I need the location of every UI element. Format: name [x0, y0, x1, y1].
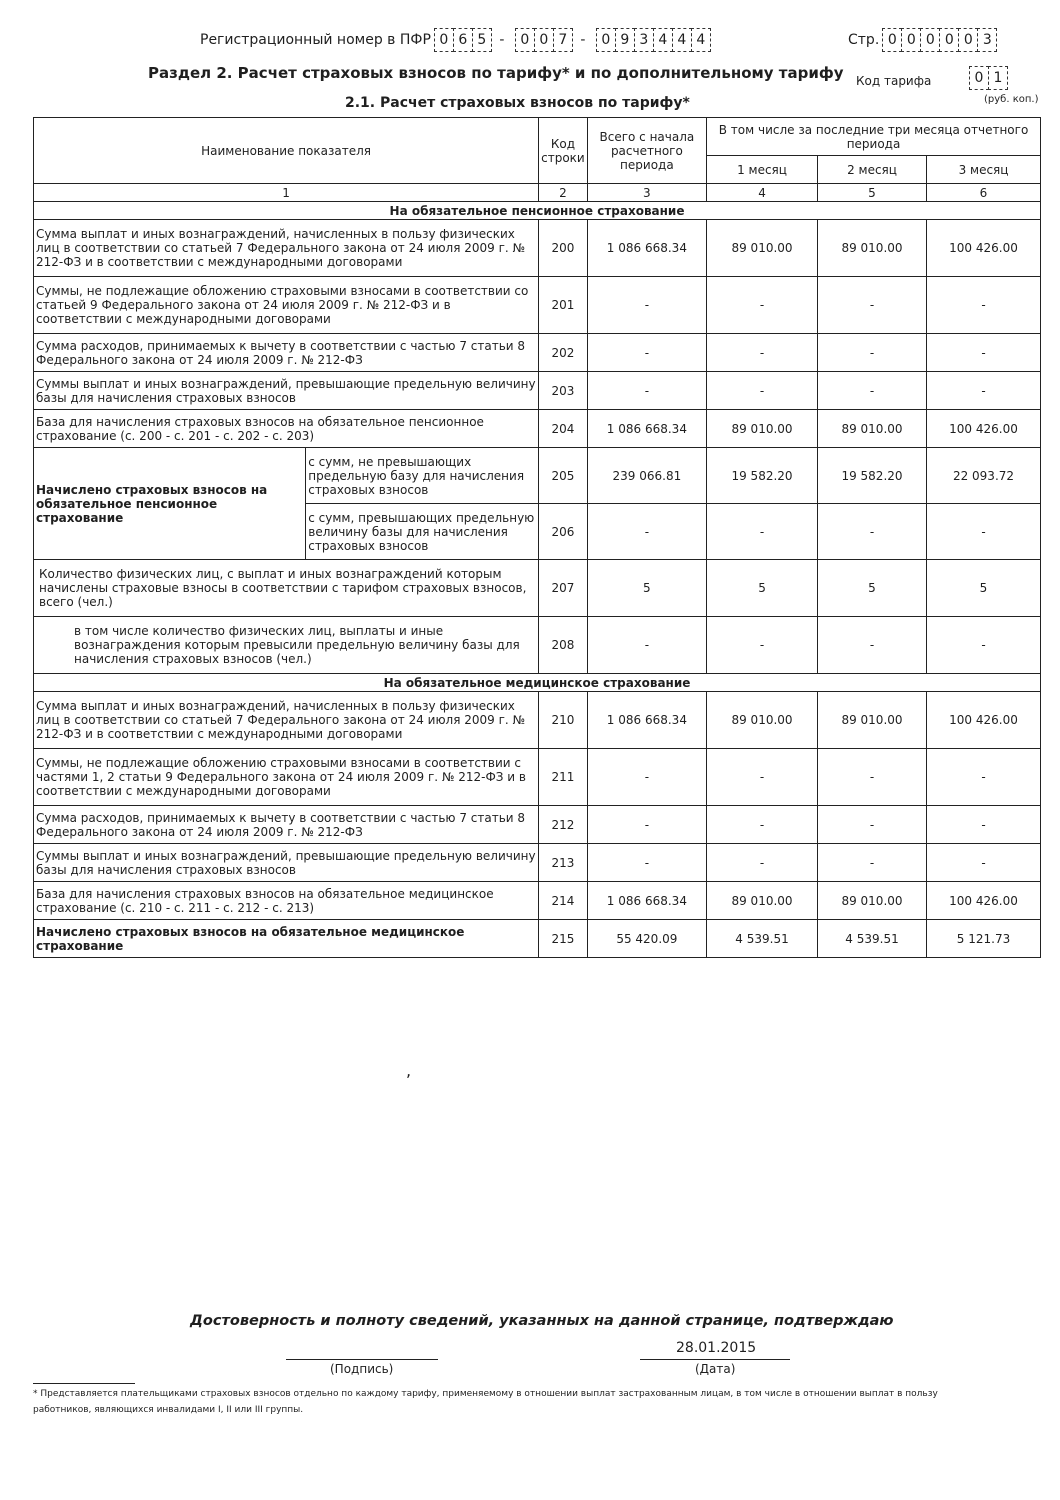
subsection-title: 2.1. Расчет страховых взносов по тарифу* [345, 95, 690, 111]
row-code: 204 [539, 410, 588, 448]
col-number: 4 [707, 184, 818, 202]
reg-digit: 0 [515, 28, 535, 52]
reg-digit: 3 [634, 28, 654, 52]
row-month-2: - [818, 749, 927, 806]
reg-digit: 4 [691, 28, 711, 52]
confirmation-statement: Достоверность и полноту сведений, указанных на данной странице, подтверждаю [190, 1313, 894, 1329]
row-total: - [587, 749, 706, 806]
row-total: 239 066.81 [587, 448, 706, 504]
row-name: База для начисления страховых взносов на обязательное медицинское страхование (с. 210 - с. 211 - с. 212 - с. 213) [34, 882, 539, 920]
row-month-3: 100 426.00 [927, 410, 1041, 448]
row-total: - [587, 806, 706, 844]
row-code: 200 [539, 220, 588, 277]
row-month-2: - [818, 504, 927, 560]
reg-digit: 7 [553, 28, 573, 52]
reg-digit: 5 [472, 28, 492, 52]
table-row [34, 560, 1041, 617]
row-month-2: 89 010.00 [818, 220, 927, 277]
col-m1-header: 1 месяц [707, 156, 818, 184]
row-name: Суммы, не подлежащие обложению страховыми взносами в соответствии со статьей 9 Федерального закона от 24 июля 2009 г. № 212-ФЗ и в соответствии с международными договорами [34, 277, 539, 334]
row-month-1: - [707, 844, 818, 882]
registration-label: Регистрационный номер в ПФР [200, 32, 431, 48]
row-month-2: 19 582.20 [818, 448, 927, 504]
row-name: Сумма расходов, принимаемых к вычету в соответствии с частью 7 статьи 8 Федерального закона от 24 июля 2009 г. № 212-ФЗ [34, 334, 539, 372]
tariff-label: Код тарифа [856, 74, 932, 88]
row-month-3: - [927, 617, 1041, 674]
section-heading: На обязательное медицинское страхование [34, 674, 1041, 692]
row-name: Суммы выплат и иных вознаграждений, превышающие предельную величину базы для начисления страховых взносов [34, 372, 539, 410]
row-name: с сумм, не превышающих предельную базу для начисления страховых взносов [306, 448, 539, 504]
column-numbers-row [34, 184, 1041, 202]
row-total: 1 086 668.34 [587, 692, 706, 749]
reg-digit: 0 [596, 28, 616, 52]
table-row [34, 334, 1041, 372]
row-name: Количество физических лиц, с выплат и иных вознаграждений которым начислены страховые взносы в соответствии с тарифом страховых взносов, всего (чел.) [34, 560, 539, 617]
col-total-header: Всего с начала расчетного периода [587, 118, 706, 184]
row-code: 212 [539, 806, 588, 844]
row-month-2: - [818, 617, 927, 674]
reg-digit: 6 [453, 28, 473, 52]
table-row [34, 410, 1041, 448]
section-row-pension [34, 202, 1041, 220]
row-total: - [587, 844, 706, 882]
footnote: * Представляется плательщиками страховых взносов отдельно по каждому тарифу, применяемому в отношении выплат застрахованным лицам, в том числе в отношении выплат в пользу работников, являющихся инвалидами I, II или III группы. [33, 1389, 938, 1415]
col-m3-header: 3 месяц [927, 156, 1041, 184]
col-number: 3 [587, 184, 706, 202]
table-row [34, 806, 1041, 844]
col-group-header: В том числе за последние три месяца отчетного периода [707, 118, 1041, 156]
col-m2-header: 2 месяц [818, 156, 927, 184]
row-total: - [587, 334, 706, 372]
reg-group-2 [516, 28, 573, 52]
row-code: 208 [539, 617, 588, 674]
page-label: Стр. [848, 32, 880, 48]
date-line [640, 1359, 790, 1360]
reg-digit: 9 [615, 28, 635, 52]
row-name: Суммы, не подлежащие обложению страховыми взносами в соответствии с частями 1, 2 статьи 9 Федерального закона от 24 июля 2009 г. № 212-ФЗ и в соответствии с международными договорами [34, 749, 539, 806]
currency-unit: (руб. коп.) [984, 94, 1039, 105]
table-row [34, 617, 1041, 674]
row-name: Сумма выплат и иных вознаграждений, начисленных в пользу физических лиц в соответствии со статьей 7 Федерального закона от 24 июля 2009 г. № 212-ФЗ и в соответствии с международными договорами [34, 692, 539, 749]
row-code: 214 [539, 882, 588, 920]
date-value: 28.01.2015 [676, 1340, 757, 1356]
row-month-3: 22 093.72 [927, 448, 1041, 504]
tariff-digit: 1 [988, 66, 1008, 90]
footnote-divider [33, 1383, 135, 1384]
row-month-3: - [927, 504, 1041, 560]
signature-line [286, 1359, 438, 1360]
row-code: 213 [539, 844, 588, 882]
table-row [34, 372, 1041, 410]
table-row [34, 882, 1041, 920]
table-row [34, 220, 1041, 277]
row-month-3: - [927, 277, 1041, 334]
row-code: 210 [539, 692, 588, 749]
stray-mark: , [406, 1061, 412, 1080]
row-month-1: - [707, 277, 818, 334]
row-month-3: 5 [927, 560, 1041, 617]
row-month-1: 5 [707, 560, 818, 617]
row-total: - [587, 277, 706, 334]
reg-group-1 [435, 28, 492, 52]
page-digit: 0 [882, 28, 902, 52]
row-month-2: 89 010.00 [818, 882, 927, 920]
row-total: - [587, 617, 706, 674]
row-month-2: - [818, 334, 927, 372]
row-month-1: - [707, 372, 818, 410]
table-row [34, 277, 1041, 334]
row-month-1: 4 539.51 [707, 920, 818, 958]
row-month-2: - [818, 844, 927, 882]
row-month-3: 100 426.00 [927, 220, 1041, 277]
row-month-1: - [707, 617, 818, 674]
row-name: Суммы выплат и иных вознаграждений, превышающие предельную величину базы для начисления страховых взносов [34, 844, 539, 882]
row-month-2: - [818, 372, 927, 410]
row-month-1: 89 010.00 [707, 882, 818, 920]
row-total: - [587, 504, 706, 560]
page-digit: 0 [901, 28, 921, 52]
accrued-pension-label: Начислено страховых взносов на обязательное пенсионное страхование [34, 448, 306, 560]
row-month-1: 89 010.00 [707, 692, 818, 749]
row-total: 1 086 668.34 [587, 882, 706, 920]
row-code: 205 [539, 448, 588, 504]
row-code: 201 [539, 277, 588, 334]
row-month-2: 89 010.00 [818, 692, 927, 749]
row-month-3: 5 121.73 [927, 920, 1041, 958]
row-month-3: - [927, 844, 1041, 882]
row-name: Сумма расходов, принимаемых к вычету в соответствии с частью 7 статьи 8 Федерального закона от 24 июля 2009 г. № 212-ФЗ [34, 806, 539, 844]
reg-digit: 0 [534, 28, 554, 52]
tariff-code [970, 66, 1008, 90]
row-month-2: 89 010.00 [818, 410, 927, 448]
page-digit: 3 [977, 28, 997, 52]
row-name: в том числе количество физических лиц, выплаты и иные вознаграждения которым превысили предельную величину базы для начисления страховых взносов (чел.) [34, 617, 539, 674]
reg-digit: 4 [653, 28, 673, 52]
row-total: 5 [587, 560, 706, 617]
row-month-1: - [707, 806, 818, 844]
row-name: с сумм, превышающих предельную величину базы для начисления страховых взносов [306, 504, 539, 560]
row-code: 207 [539, 560, 588, 617]
row-month-1: 89 010.00 [707, 410, 818, 448]
row-month-1: - [707, 749, 818, 806]
row-code: 203 [539, 372, 588, 410]
row-code: 211 [539, 749, 588, 806]
row-month-1: 19 582.20 [707, 448, 818, 504]
reg-separator: - [580, 32, 586, 48]
signature-label: (Подпись) [330, 1362, 394, 1376]
row-code: 215 [539, 920, 588, 958]
page-digit: 0 [958, 28, 978, 52]
page-number [848, 28, 997, 52]
header-row [34, 118, 1041, 156]
page-digit: 0 [939, 28, 959, 52]
reg-digit: 4 [672, 28, 692, 52]
page-digit: 0 [920, 28, 940, 52]
row-total: 1 086 668.34 [587, 410, 706, 448]
row-code: 202 [539, 334, 588, 372]
row-name: База для начисления страховых взносов на обязательное пенсионное страхование (с. 200 - с. 201 - с. 202 - с. 203) [34, 410, 539, 448]
section-heading: На обязательное пенсионное страхование [34, 202, 1041, 220]
table-row [34, 448, 1041, 504]
tariff-digit: 0 [969, 66, 989, 90]
row-month-3: 100 426.00 [927, 692, 1041, 749]
row-month-2: - [818, 806, 927, 844]
row-month-3: - [927, 372, 1041, 410]
row-month-1: 89 010.00 [707, 220, 818, 277]
contributions-table [33, 117, 1041, 958]
section-row-medical [34, 674, 1041, 692]
reg-digit: 0 [434, 28, 454, 52]
row-code: 206 [539, 504, 588, 560]
row-total: 55 420.09 [587, 920, 706, 958]
row-total: - [587, 372, 706, 410]
table-row [34, 749, 1041, 806]
row-month-1: - [707, 334, 818, 372]
row-month-3: 100 426.00 [927, 882, 1041, 920]
row-month-3: - [927, 749, 1041, 806]
registration-number [200, 28, 711, 52]
row-month-2: - [818, 277, 927, 334]
col-number: 6 [927, 184, 1041, 202]
row-month-2: 5 [818, 560, 927, 617]
reg-separator: - [499, 32, 505, 48]
date-label: (Дата) [695, 1362, 736, 1376]
col-number: 5 [818, 184, 927, 202]
row-month-3: - [927, 334, 1041, 372]
row-month-2: 4 539.51 [818, 920, 927, 958]
col-number: 2 [539, 184, 588, 202]
col-name-header: Наименование показателя [34, 118, 539, 184]
col-number: 1 [34, 184, 539, 202]
table-row [34, 920, 1041, 958]
table-row [34, 692, 1041, 749]
row-total: 1 086 668.34 [587, 220, 706, 277]
row-name: Сумма выплат и иных вознаграждений, начисленных в пользу физических лиц в соответствии со статьей 7 Федерального закона от 24 июля 2009 г. № 212-ФЗ и в соответствии с международными договорами [34, 220, 539, 277]
col-code-header: Код строки [539, 118, 588, 184]
row-name: Начислено страховых взносов на обязательное медицинское страхование [34, 920, 539, 958]
row-month-1: - [707, 504, 818, 560]
reg-group-3 [597, 28, 711, 52]
row-month-3: - [927, 806, 1041, 844]
section-title: Раздел 2. Расчет страховых взносов по тарифу* и по дополнительному тарифу [148, 64, 844, 82]
table-row [34, 844, 1041, 882]
page-digits [883, 28, 997, 52]
